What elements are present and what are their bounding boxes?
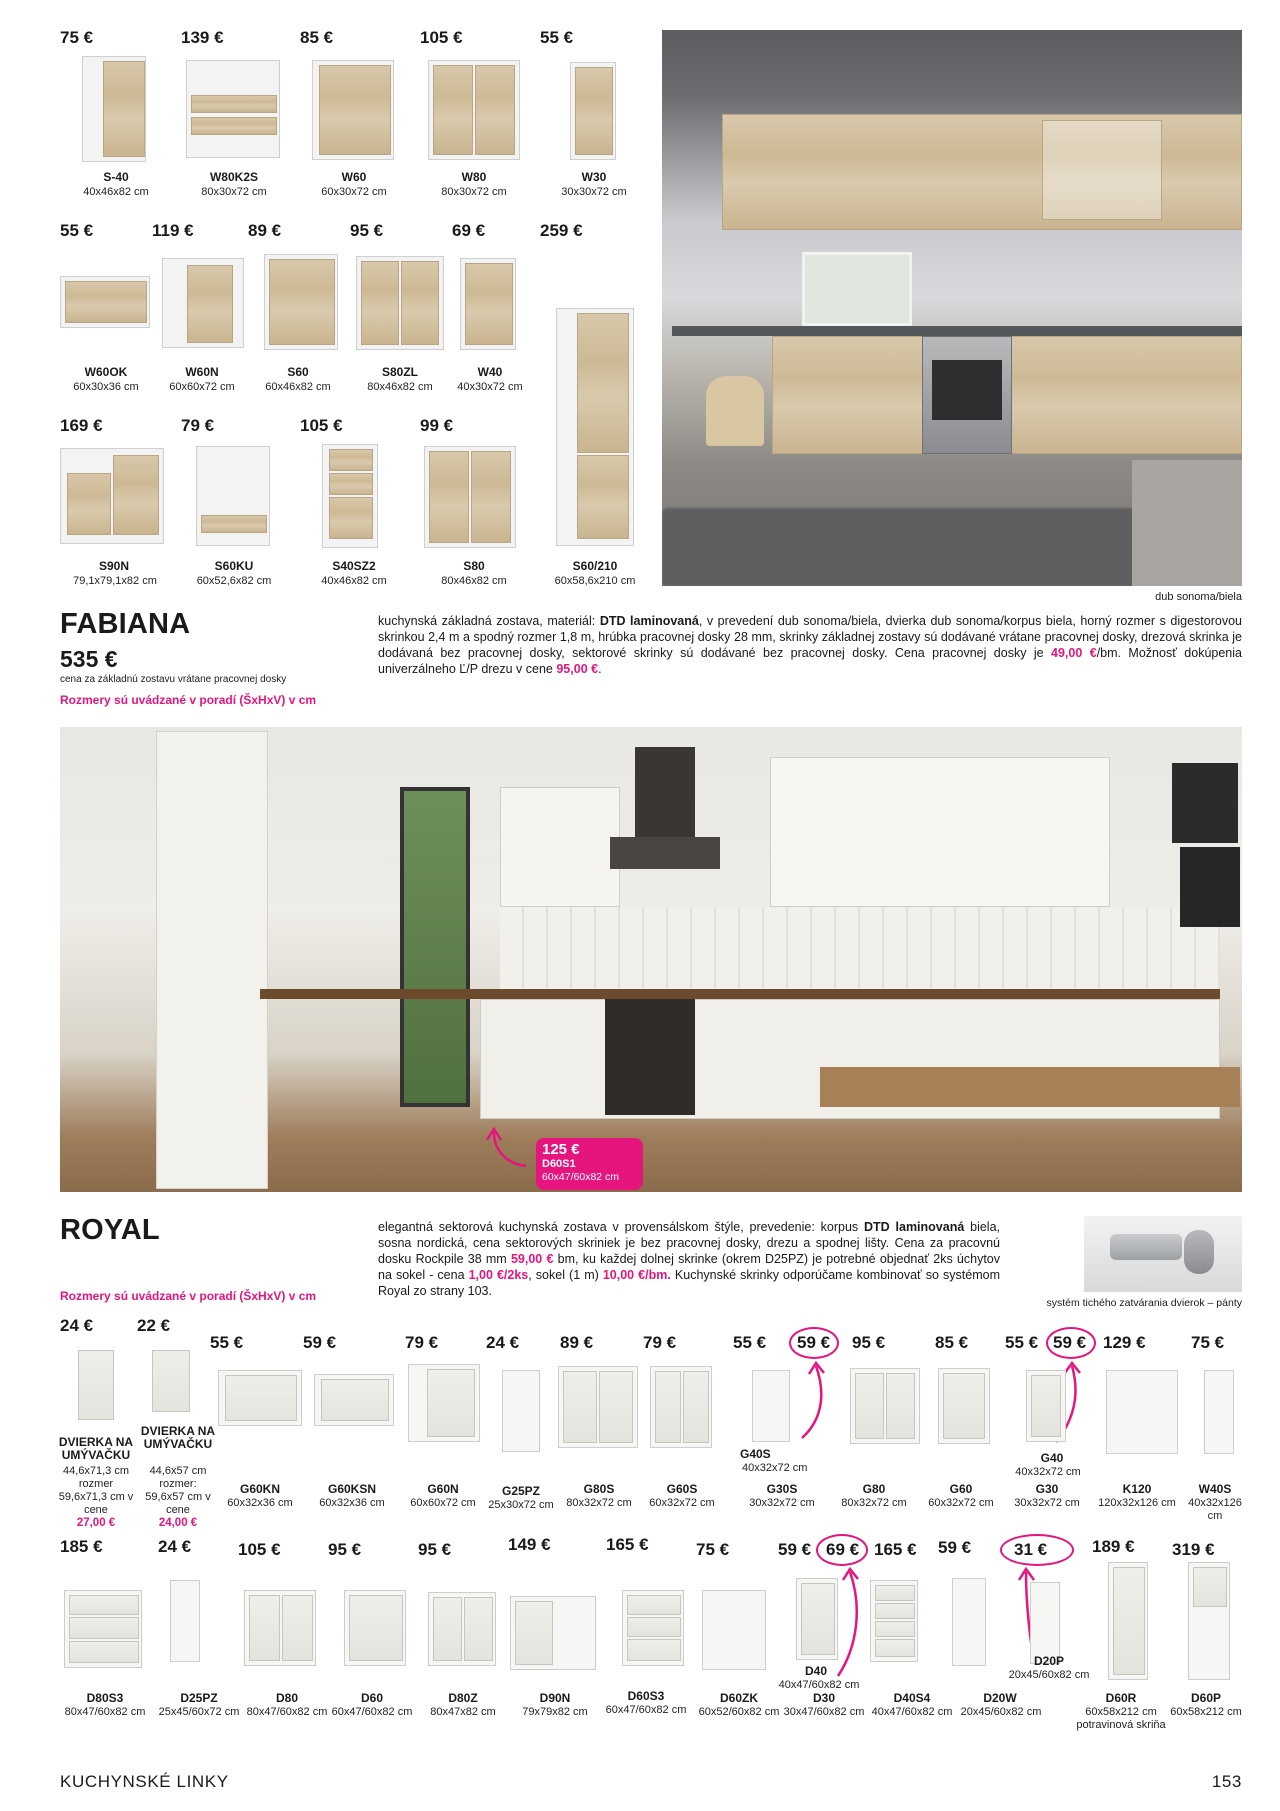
product-code: S80	[463, 559, 485, 573]
product-code: W40S	[1198, 1482, 1232, 1496]
product-dimensions: 40x47/60x82 cm	[871, 1706, 953, 1718]
product-dimensions: 60x30x36 cm	[73, 381, 139, 393]
cabinet-image	[218, 1370, 302, 1426]
price: 55 €	[733, 1333, 767, 1352]
cabinet-image	[558, 1366, 638, 1448]
price: 75 €	[1191, 1333, 1225, 1352]
product-dimensions: 60x47/60x82 cm	[331, 1706, 413, 1718]
product-dimensions: 60x52,6x82 cm	[196, 575, 272, 587]
price: 105 €	[300, 416, 343, 435]
cabinet-image	[502, 1370, 540, 1452]
price: 95 €	[852, 1333, 886, 1352]
price: 79 €	[643, 1333, 677, 1352]
cabinet-image	[60, 276, 150, 328]
price: 169 €	[60, 416, 103, 435]
product-dimensions: 25x30x72 cm	[488, 1499, 554, 1511]
product-dimensions: 60x30x72 cm	[321, 186, 387, 198]
highlight-circle	[1046, 1327, 1096, 1359]
price: 69 €	[826, 1540, 860, 1559]
price: 59 €	[1053, 1333, 1087, 1352]
price: 79 €	[181, 416, 215, 435]
product-dimensions: 40x47/60x82 cm	[778, 1679, 860, 1691]
product-code: D90N	[539, 1691, 571, 1705]
product-dimensions: 79,1x79,1x82 cm	[73, 575, 157, 587]
product-code: D80S3	[86, 1691, 124, 1705]
price: 22 €	[137, 1316, 171, 1335]
product-dimensions: 44,6x57 cm rozmer: 59,6x57 cm v cene	[145, 1465, 211, 1516]
product-dimensions: 60x47/60x82 cm	[605, 1704, 687, 1716]
product-code: G30S	[766, 1482, 798, 1496]
royal-title: ROYAL	[60, 1214, 160, 1246]
product-code: DVIERKA NA UMÝVAČKU	[58, 1435, 134, 1462]
cabinet-image	[938, 1368, 990, 1444]
cabinet-image	[1026, 1370, 1066, 1442]
price: 149 €	[508, 1535, 551, 1554]
product-dimensions: 60x60x72 cm	[169, 381, 235, 393]
product-code: W60OK	[84, 365, 128, 379]
price: 189 €	[1092, 1537, 1135, 1556]
cabinet-image	[650, 1366, 712, 1448]
cabinet-image	[356, 256, 444, 350]
cabinet-image	[312, 60, 394, 160]
product-code: DVIERKA NA UMÝVAČKU	[140, 1424, 216, 1451]
price: 89 €	[248, 221, 282, 240]
product-code: S90N	[98, 559, 130, 573]
product-code: W40	[477, 365, 503, 379]
product-code: S60	[287, 365, 309, 379]
product-dimensions: 60x52/60x82 cm	[698, 1706, 780, 1718]
product-code: D30	[812, 1691, 835, 1705]
product-dimensions: 80x46x82 cm	[367, 381, 433, 393]
royal-kitchen-photo	[60, 727, 1242, 1192]
product-code: D80Z	[448, 1691, 478, 1705]
price: 95 €	[418, 1540, 452, 1559]
product-code: W60	[341, 170, 367, 184]
cabinet-image	[196, 446, 270, 546]
cabinet-image	[570, 62, 616, 160]
price: 24 €	[486, 1333, 520, 1352]
product-code: W60N	[185, 365, 219, 379]
fabiana-kitchen-photo	[662, 30, 1242, 586]
cabinet-image	[408, 1364, 480, 1442]
product-dimensions: 60x58x212 cm potravinová skriňa	[1076, 1706, 1166, 1731]
footer-section-name: KUCHYNSKÉ LINKY	[60, 1772, 229, 1791]
cabinet-image	[82, 56, 146, 162]
product-code: G60	[949, 1482, 973, 1496]
product-code: W80K2S	[209, 170, 259, 184]
cabinet-image	[1106, 1370, 1178, 1454]
cabinet-image	[64, 1590, 142, 1668]
cabinet-image	[314, 1374, 394, 1426]
product-dimensions: 40x46x82 cm	[321, 575, 387, 587]
price: 59 €	[938, 1538, 972, 1557]
product-code: G60KSN	[327, 1482, 377, 1496]
product-dimensions: 80x47/60x82 cm	[64, 1706, 146, 1718]
cabinet-image	[796, 1578, 838, 1660]
price: 59 €	[303, 1333, 337, 1352]
product-code: G25PZ	[501, 1484, 540, 1498]
product-code: D60R	[1105, 1691, 1137, 1705]
price: 119 €	[152, 221, 194, 240]
page-number: 153	[1211, 1772, 1242, 1791]
cabinet-image	[186, 60, 280, 158]
product-dimensions: 30x30x72 cm	[561, 186, 627, 198]
cabinet-image	[702, 1590, 766, 1670]
product-code: K120	[1122, 1482, 1152, 1496]
price: 139 €	[181, 28, 224, 47]
product-dimensions: 60x32x36 cm	[227, 1497, 293, 1509]
product-code: S80ZL	[381, 365, 418, 379]
product-code: S60KU	[214, 559, 254, 573]
door-image	[152, 1350, 190, 1412]
product-dimensions: 80x32x72 cm	[841, 1497, 907, 1509]
door-image	[78, 1350, 114, 1420]
cabinet-image	[162, 258, 244, 348]
product-code: D20P	[1033, 1654, 1065, 1668]
product-dimensions: 60x58,6x210 cm	[554, 575, 636, 587]
cabinet-image	[1030, 1582, 1060, 1664]
cabinet-image	[870, 1580, 918, 1662]
product-dimensions: 80x46x82 cm	[441, 575, 507, 587]
product-code: D60P	[1190, 1691, 1222, 1705]
cabinet-image	[322, 444, 378, 548]
product-code: D60S3	[627, 1689, 665, 1703]
price: 85 €	[935, 1333, 969, 1352]
product-dimensions: 60x32x72 cm	[928, 1497, 994, 1509]
callout-arrow-icon	[832, 1566, 872, 1678]
callout-arrow-icon	[484, 1126, 534, 1170]
product-dimensions: 80x47/60x82 cm	[246, 1706, 328, 1718]
cabinet-image	[460, 258, 516, 350]
price: 95 €	[350, 221, 384, 240]
product-dimensions: 40x32x72 cm	[1015, 1466, 1081, 1478]
fabiana-set-price: 535 €	[60, 646, 118, 672]
cabinet-image	[244, 1590, 316, 1666]
hinge-caption: systém tichého zatvárania dvierok – pánty	[1046, 1297, 1242, 1309]
product-dimensions: 40x32x72 cm	[742, 1462, 808, 1474]
photo-caption: dub sonoma/biela	[1155, 591, 1242, 603]
price: 75 €	[60, 28, 94, 47]
product-dimensions: 30x32x72 cm	[749, 1497, 815, 1509]
product-code: W80	[461, 170, 487, 184]
price-extra: 27,00 €	[76, 1517, 116, 1529]
royal-dims-note: Rozmery sú uvádzané v poradí (ŠxHxV) v cm	[60, 1289, 317, 1303]
product-dimensions: 80x47x82 cm	[430, 1706, 496, 1718]
product-dimensions: 79x79x82 cm	[522, 1706, 588, 1718]
highlight-circle	[816, 1534, 868, 1566]
product-code: S-40	[103, 170, 129, 184]
product-dimensions: 60x32x36 cm	[319, 1497, 385, 1509]
price: 55 €	[540, 28, 574, 47]
product-code: D20W	[983, 1691, 1017, 1705]
cabinet-image	[424, 446, 516, 548]
price: 59 €	[797, 1333, 831, 1352]
product-code: G60KN	[239, 1482, 280, 1496]
cabinet-image	[556, 308, 634, 546]
product-code: W30	[581, 170, 607, 184]
price: 185 €	[60, 1537, 103, 1556]
cabinet-image	[428, 1592, 496, 1666]
price-tag: 125 € D60S1 60x47/60x82 cm	[536, 1138, 643, 1190]
product-dimensions: 60x60x72 cm	[410, 1497, 476, 1509]
product-code: G40S	[740, 1447, 771, 1461]
product-code: G80	[862, 1482, 886, 1496]
cabinet-image	[60, 448, 164, 544]
price: 259 €	[540, 221, 583, 240]
price: 24 €	[60, 1316, 94, 1335]
price: 319 €	[1172, 1540, 1215, 1559]
product-code: D80	[275, 1691, 298, 1705]
fabiana-dims-note: Rozmery sú uvádzané v poradí (ŠxHxV) v cm	[60, 693, 317, 707]
product-dimensions: 120x32x126 cm	[1098, 1497, 1176, 1509]
product-dimensions: 60x32x72 cm	[649, 1497, 715, 1509]
cabinet-image	[752, 1370, 790, 1442]
cabinet-image	[344, 1590, 406, 1666]
product-code: G30	[1035, 1482, 1059, 1496]
highlight-circle	[1000, 1534, 1074, 1566]
price: 95 €	[328, 1540, 362, 1559]
price: 85 €	[300, 28, 334, 47]
cabinet-image	[622, 1590, 684, 1666]
cabinet-image	[428, 60, 520, 160]
cabinet-image	[264, 254, 338, 350]
price: 55 €	[1005, 1333, 1039, 1352]
cabinet-image	[952, 1578, 986, 1666]
price: 165 €	[606, 1535, 649, 1554]
cabinet-image	[850, 1368, 920, 1444]
product-code: G40	[1040, 1451, 1064, 1465]
product-dimensions: 60x46x82 cm	[265, 381, 331, 393]
product-code: G60N	[427, 1482, 459, 1496]
product-code: G60S	[666, 1482, 698, 1496]
product-code: G80S	[583, 1482, 615, 1496]
product-code: D40	[804, 1664, 827, 1678]
royal-description: elegantná sektorová kuchynská zostava v provensálskom štýle, prevedenie: korpus DTD laminovaná biela, sosna nordická, cena sektorových skriniek je bez pracovnej dosky, drezu a spodnej lišty. Cena za pracovnú dosku Rockpile 38 mm 59,00 € bm, ku každej dolnej skrinke (okrem D25PZ) je potrebné objednať 2ks úchytov na sokel - cena 1,00 €/2ks, sokel (1 m) 10,00 €/bm. Kuchynské skrinky odporúčame kombinovať so systémom Royal zo strany 103.	[378, 1220, 1001, 1298]
product-dimensions: 80x32x72 cm	[566, 1497, 632, 1509]
cabinet-image	[1204, 1370, 1234, 1454]
product-dimensions: 20x45/60x82 cm	[960, 1706, 1042, 1718]
product-code: D25PZ	[180, 1691, 218, 1705]
product-dimensions: 30x32x72 cm	[1014, 1497, 1080, 1509]
product-code: D60	[360, 1691, 383, 1705]
product-code: S60/210	[572, 559, 618, 573]
price: 55 €	[210, 1333, 244, 1352]
price: 55 €	[60, 221, 94, 240]
callout-arrow-icon	[796, 1360, 836, 1440]
product-dimensions: 44,6x71,3 cm rozmer 59,6x71,3 cm v cene	[58, 1465, 134, 1516]
fabiana-title: FABIANA	[60, 608, 191, 640]
price: 31 €	[1014, 1540, 1048, 1559]
price: 75 €	[696, 1540, 730, 1559]
product-dimensions: 80x30x72 cm	[201, 186, 267, 198]
product-dimensions: 25x45/60x72 cm	[158, 1706, 240, 1718]
cabinet-image	[510, 1596, 596, 1670]
product-dimensions: 20x45/60x82 cm	[1008, 1669, 1090, 1681]
fabiana-price-note: cena za základnú zostavu vrátane pracovnej dosky	[60, 674, 287, 685]
price: 79 €	[405, 1333, 439, 1352]
price: 105 €	[420, 28, 463, 47]
product-code: D60ZK	[719, 1691, 758, 1705]
product-dimensions: 60x58x212 cm	[1170, 1706, 1242, 1718]
price: 24 €	[158, 1537, 192, 1556]
product-dimensions: 40x46x82 cm	[83, 186, 149, 198]
price: 59 €	[778, 1540, 812, 1559]
price-extra: 24,00 €	[158, 1517, 198, 1529]
price: 129 €	[1103, 1333, 1146, 1352]
fabiana-description: kuchynská základná zostava, materiál: DTD laminovaná, v prevedení dub sonoma/biela, dvierka dub sonoma/korpus biela, horný rozmer s digestorovou skrinkou 2,4 m a spodný rozmer 1,8 m, hrúbka pracovnej dosky 28 mm, skrinky základnej zostavy sú dodávané vrátane pracovnej dosky, drezová skrinka je dodávaná bez pracovnej dosky, sektorové skrinky sú dodávané bez pracovnej dosky. Cena pracovnej dosky je 49,00 €/bm. Možnosť dokúpenia univerzálneho Ľ/P drezu v cene 95,00 €.	[378, 614, 1243, 676]
product-code: D40S4	[893, 1691, 931, 1705]
product-dimensions: 40x30x72 cm	[457, 381, 523, 393]
highlight-circle	[789, 1327, 839, 1359]
product-code: S40SZ2	[332, 559, 376, 573]
product-dimensions: 30x47/60x82 cm	[783, 1706, 865, 1718]
price: 89 €	[560, 1333, 594, 1352]
price: 165 €	[874, 1540, 917, 1559]
cabinet-image	[1108, 1562, 1148, 1680]
price: 105 €	[238, 1540, 281, 1559]
cabinet-image	[1188, 1562, 1230, 1680]
product-dimensions: 40x32x126 cm	[1188, 1497, 1242, 1522]
hinge-image	[1084, 1216, 1242, 1292]
price: 69 €	[452, 221, 486, 240]
product-dimensions: 80x30x72 cm	[441, 186, 507, 198]
price: 99 €	[420, 416, 454, 435]
cabinet-image	[170, 1580, 200, 1662]
